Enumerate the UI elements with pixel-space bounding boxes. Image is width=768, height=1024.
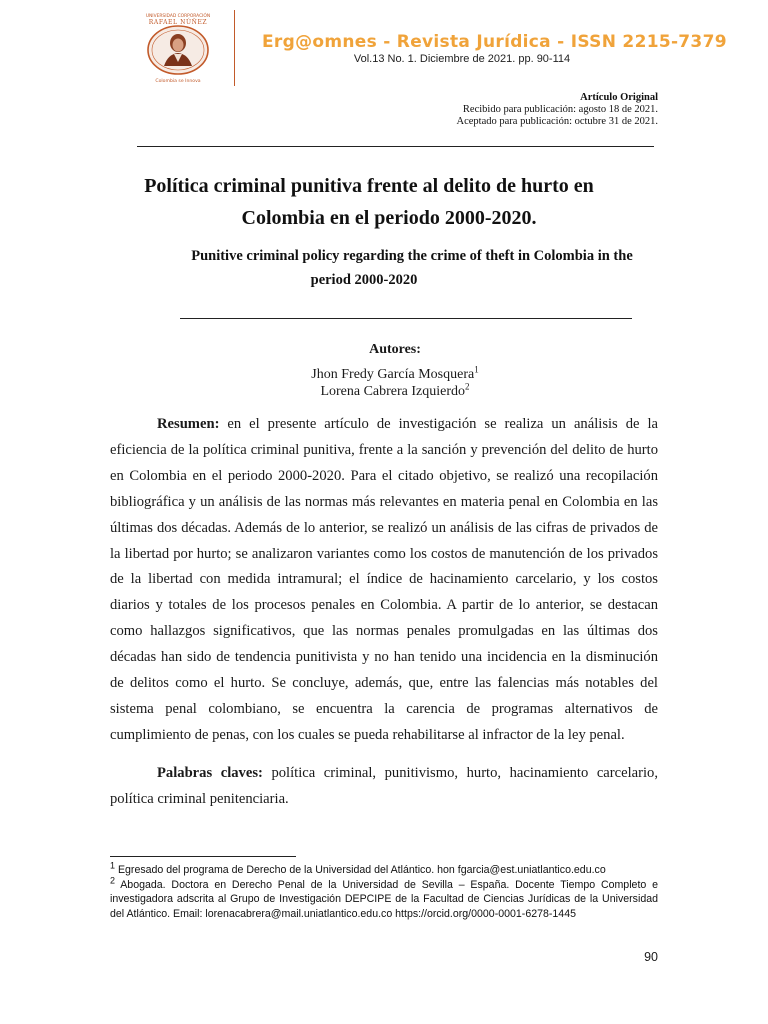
logo-line1: UNIVERSIDAD CORPORACIÓN: [145, 14, 211, 19]
title-spanish-line1: Política criminal punitiva frente al delito de hurto en: [144, 175, 594, 197]
university-logo: [128, 10, 235, 86]
logo-line3: Colombia se Innova: [155, 79, 201, 84]
article-meta: [457, 92, 658, 128]
abstract-label: Resumen:: [157, 416, 220, 432]
footnote-text: Abogada. Doctora en Derecho Penal de la Universidad de Sevilla – España. Docente Tiempo Completo e investigadora adscrita al Grupo de Investigación DEPCIPE de la Facultad de Ciencias Jurídicas de la Universidad del Atlántico. Email: lorenacabrera@mail.uniatlantico.edu.co https://orcid.org/0000-0001-6278-1445: [110, 878, 658, 920]
footnote-1: [110, 860, 658, 878]
footnote-text: Egresado del programa de Derecho de la Universidad del Atlántico. hon fgarcia@est.uniatlantico.edu.co: [115, 864, 606, 876]
top-divider: [137, 146, 654, 147]
accepted-date: Aceptado para publicación: octubre 31 de 2021.: [456, 116, 658, 127]
seal-icon: [128, 10, 232, 86]
footnote-mark: 1: [110, 860, 116, 871]
footnote-ref-1[interactable]: 1: [474, 364, 479, 375]
abstract-section: [110, 412, 658, 813]
received-date: Recibido para publicación: agosto 18 de 2021.: [462, 104, 658, 115]
footnote-2: [110, 875, 658, 922]
author-name: Jhon Fredy García Mosquera: [311, 367, 475, 382]
footnote-mark: 2: [110, 875, 116, 886]
keywords-text: política criminal, punitivismo, hurto, hacinamiento carcelario, política criminal penitenciaria.: [110, 764, 658, 807]
title-english-line2: period 2000-2020: [310, 272, 418, 288]
author-1: [110, 366, 680, 383]
author-list: [110, 366, 680, 400]
title-spanish: [110, 170, 658, 234]
journal-issue: Vol.13 No. 1. Diciembre de 2021. pp. 90-114: [353, 53, 571, 65]
authors-heading: Autores:: [369, 342, 421, 357]
title-divider: [180, 318, 632, 319]
footnote-ref-2[interactable]: 2: [465, 381, 470, 392]
title-spanish-line2: Colombia en el periodo 2000-2020.: [241, 207, 537, 229]
journal-title: Erg@omnes - Revista Jurídica - ISSN 2215-7379: [262, 32, 727, 52]
page-number: 90: [644, 950, 658, 964]
article-type: Artículo Original: [580, 92, 658, 103]
keywords-paragraph: [110, 761, 658, 813]
footnotes: [110, 860, 658, 921]
logo-line2: RAFAEL NÚÑEZ: [148, 19, 208, 26]
keywords-label: Palabras claves:: [157, 764, 263, 781]
author-name: Lorena Cabrera Izquierdo: [320, 384, 466, 399]
footnote-divider: [110, 856, 296, 857]
title-english-line1: Punitive criminal policy regarding the crime of theft in Colombia in the: [191, 248, 633, 264]
author-2: [110, 383, 680, 400]
title-english: [110, 244, 658, 292]
abstract-paragraph: [110, 412, 658, 749]
abstract-text: en el presente artículo de investigación se realiza un análisis de la eficiencia de la política criminal punitiva, frente a la sanción y prevención del delito de hurto en Colombia en el periodo 2000-2020. Para el citado objetivo, se realizó una recopilación bibliográfica y un análisis de las normas más relevantes en materia penal en Colombia en las últimas dos décadas. Además de lo anterior, se realizó un análisis de las cifras de privados de la libertad por hurto; se analizaron variantes como los costos de manutención de los privados de la libertad con medida intramural; el índice de hacinamiento carcelario, y los costos diarios y totales de los procesos penales en Colombia. A partir de lo anterior, se destacan como hallazgos significativos, que las normas penales promulgadas en las últimas dos décadas han sido de tendencia punitivista y no han tenido una incidencia en la disminución de delitos como el hurto. Se concluye, además, que, entre las falencias más notables del sistema penal colombiano, se encuentra la carencia de programas alternativos de cumplimiento de penas, con los cuales se pueda rehabilitarse al infractor de la ley penal.: [110, 416, 658, 743]
